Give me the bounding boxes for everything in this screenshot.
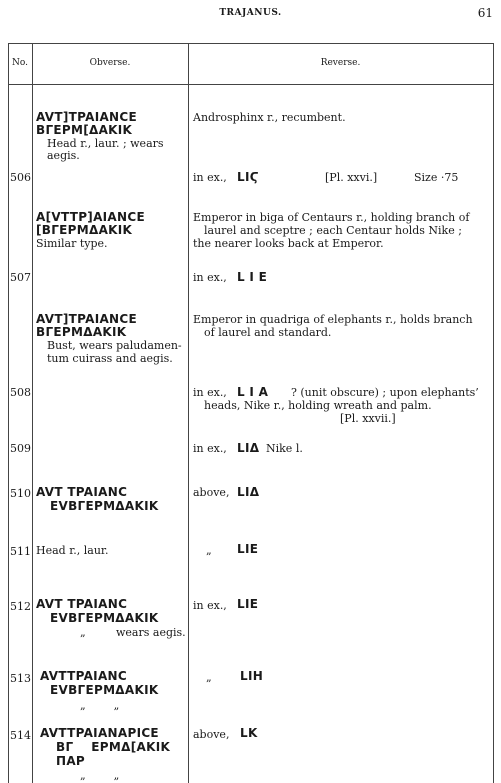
obverse-legend: [BΓEPMΔAKIK [36,223,133,237]
entry-number: 511 [10,545,31,558]
ditto-mark: „ „ [80,769,120,782]
table-top-rule [8,43,493,44]
obverse-description: Similar type. [36,237,108,250]
obverse-legend: AVT TPAIANC [36,485,128,499]
running-head: TRAJANUS. [219,8,282,18]
obverse-description: aegis. [47,149,80,162]
exergue-legend: LIΔ [237,441,260,455]
column-rule-obverse [188,43,189,783]
exergue-prefix: in ex., [193,171,227,184]
ditto-mark: „ [80,626,86,639]
obverse-legend: AVT]TPAIANCE [36,110,137,124]
ditto-mark: „ „ [80,699,120,712]
exergue-legend: LK [240,726,258,740]
exergue-legend: LIE [237,597,259,611]
obverse-description: Bust, wears paludamen- [47,339,182,352]
header-no: No. [12,58,28,68]
exergue-prefix: in ex., [193,271,227,284]
plate-reference: [Pl. xxvii.] [340,412,396,425]
entry-number: 508 [10,386,31,399]
header-obverse: Obverse. [89,58,131,68]
ditto-mark: „ [206,544,212,557]
table-header-rule [8,84,493,85]
obverse-description: Head r., laur. [36,544,109,557]
plate-reference: [Pl. xxvi.] [325,171,378,184]
entry-number: 513 [10,672,31,685]
obverse-legend: EVBΓEPMΔAKIK [50,683,159,697]
reverse-description: Androsphinx r., recumbent. [193,111,346,124]
obverse-legend: BΓEPM[ΔAKIK [36,123,133,137]
exergue-legend: L I E [237,270,268,284]
obverse-description: wears aegis. [116,626,186,639]
reverse-description: the nearer looks back at Emperor. [193,237,384,250]
exergue-legend: LIϚ [237,170,259,184]
reverse-description: heads, Nike r., holding wreath and palm. [204,399,432,412]
obverse-legend: ΠAP [56,754,86,768]
obverse-description: Head r., laur. ; wears [47,137,164,150]
reverse-description: of laurel and standard. [204,326,332,339]
exergue-legend: L I A [237,385,269,399]
header-reverse: Reverse. [320,58,361,68]
obverse-legend: EVBΓEPMΔAKIK [50,499,159,513]
reverse-description: laurel and sceptre ; each Centaur holds Nike ; [204,224,462,237]
exergue-remark: ? (unit obscure) ; upon elephants’ [291,386,479,399]
page-number: 61 [477,6,493,20]
exergue-prefix: in ex., [193,599,227,612]
column-rule-no [32,43,33,783]
reverse-description: Emperor in quadriga of elephants r., holds branch [193,313,473,326]
exergue-legend: LIE [237,542,259,556]
table-right-rule [493,43,494,783]
obverse-legend: AVTTPAIANAPICE [40,726,159,740]
entry-number: 510 [10,487,31,500]
exergue-remark: Nike l. [266,442,303,455]
obverse-legend: AVT]TPAIANCE [36,312,137,326]
entry-number: 506 [10,171,31,184]
entry-number: 514 [10,729,31,742]
obverse-legend: AVTTPAIANC [40,669,127,683]
ditto-mark: „ [206,671,212,684]
obverse-legend: A[VTTP]AIANCE [36,210,145,224]
exergue-legend: LIH [240,669,264,683]
entry-number: 509 [10,442,31,455]
table-left-rule [8,43,9,783]
exergue-prefix: in ex., [193,386,227,399]
coin-size: Size ·75 [414,171,459,184]
obverse-description: tum cuirass and aegis. [47,352,173,365]
reverse-description: Emperor in biga of Centaurs r., holding branch of [193,211,470,224]
entry-number: 507 [10,271,31,284]
obverse-legend: BΓ EPMΔ[AKIK [56,740,171,754]
entry-number: 512 [10,600,31,613]
obverse-legend: EVBΓEPMΔAKIK [50,611,159,625]
obverse-legend: AVT TPAIANC [36,597,128,611]
obverse-legend: BΓEPMΔAKIK [36,325,127,339]
exergue-legend: LIΔ [237,485,260,499]
exergue-prefix: above, [193,486,230,499]
exergue-prefix: in ex., [193,442,227,455]
exergue-prefix: above, [193,728,230,741]
